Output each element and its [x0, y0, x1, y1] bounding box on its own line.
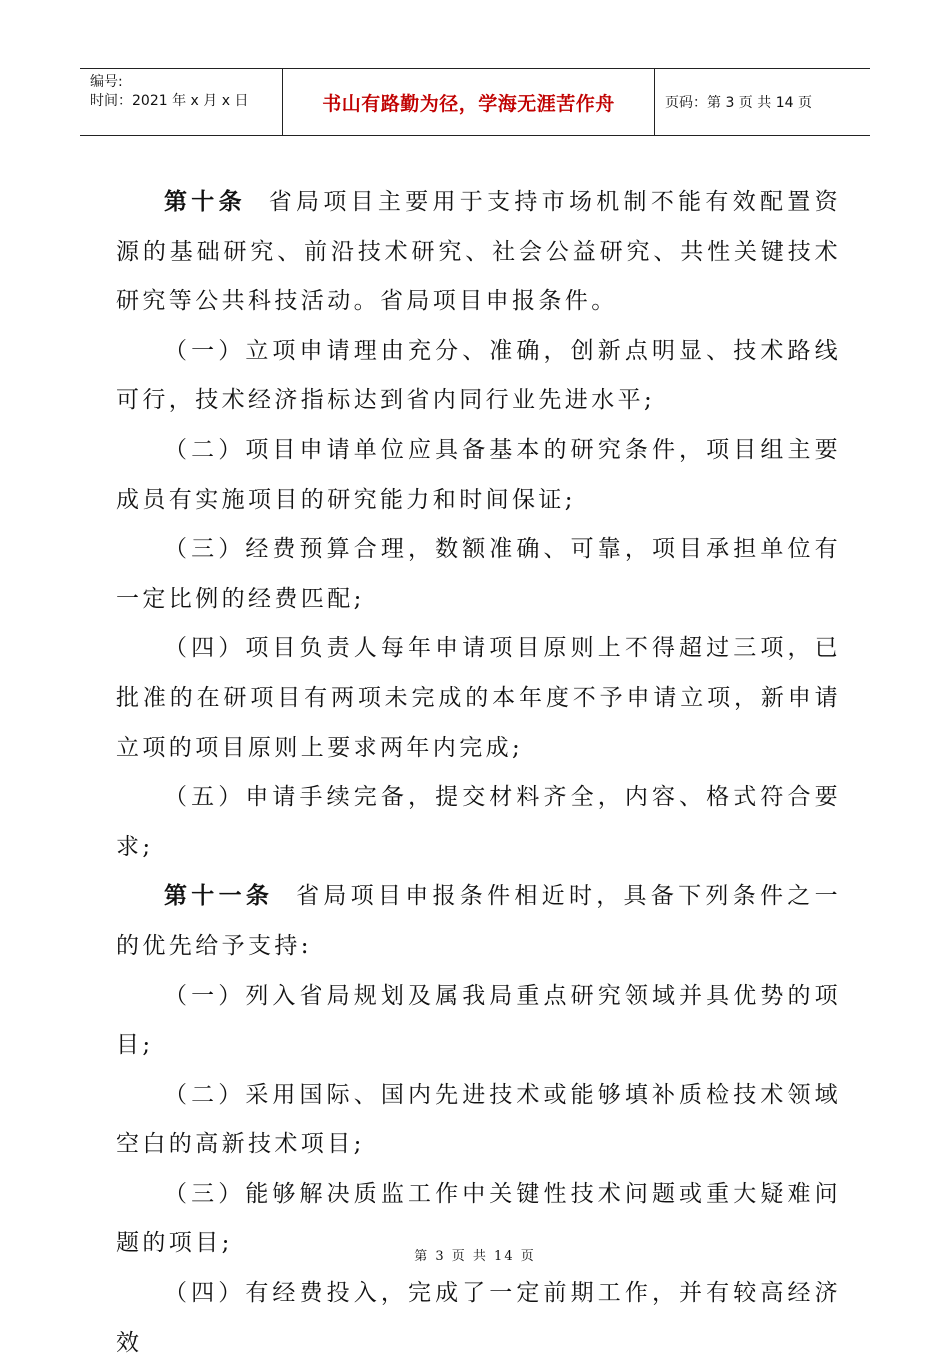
- paragraph: [116, 872, 841, 971]
- paragraph-text: （四）有经费投入，完成了一定前期工作，并有较高经济效: [116, 1280, 841, 1356]
- paragraph: [116, 1071, 841, 1170]
- paragraph-text: （三）能够解决质监工作中关键性技术问题或重大疑难问题的项目;: [116, 1180, 841, 1257]
- paragraph: [116, 426, 841, 525]
- footer-page-number: 第 3 页 共 14 页: [414, 1249, 536, 1264]
- paragraph: [116, 773, 841, 872]
- paragraph-text: （一）列入省局规划及属我局重点研究领域并具优势的项目;: [116, 982, 841, 1059]
- paragraph: [116, 327, 841, 426]
- paragraph-text: （二）采用国际、国内先进技术或能够填补质检技术领域空白的高新技术项目;: [116, 1081, 841, 1158]
- article-heading: 第十条: [164, 189, 246, 215]
- paragraph-text: 省局项目主要用于支持市场机制不能有效配置资源的基础研究、前沿技术研究、社会公益研究、共性关键技术研究等公共科技活动。省局项目申报条件。: [116, 189, 841, 315]
- paragraph-text: （一）立项申请理由充分、准确，创新点明显、技术路线可行，技术经济指标达到省内同行业先进水平;: [116, 337, 841, 414]
- paragraph: [116, 624, 841, 773]
- header-meta-cell: [80, 69, 283, 135]
- paragraph-text: （五）申请手续完备，提交材料齐全，内容、格式符合要求;: [116, 784, 841, 860]
- page-footer: [0, 1245, 950, 1264]
- document-time-label: 时间：2021 年 x 月 x 日: [90, 93, 249, 109]
- paragraph-text: （四）项目负责人每年申请项目原则上不得超过三项，已批准的在研项目有两项未完成的本年度不予申请立项，新申请立项的项目原则上要求两年内完成;: [116, 635, 841, 761]
- header-motto: 书山有路勤为径，学海无涯苦作舟: [322, 92, 615, 115]
- header-page-info: 页码：第 3 页 共 14 页: [665, 95, 812, 111]
- document-header: [80, 68, 870, 136]
- paragraph: [116, 972, 841, 1071]
- paragraph-text: 省局项目申报条件相近时，具备下列条件之一的优先给予支持:: [116, 883, 841, 959]
- paragraph: [116, 1269, 841, 1368]
- paragraph-text: （二）项目申请单位应具备基本的研究条件，项目组主要成员有实施项目的研究能力和时间保证;: [116, 436, 841, 513]
- paragraph: [116, 178, 841, 327]
- paragraph: [116, 525, 841, 624]
- article-heading: 第十一条: [164, 883, 274, 910]
- header-page-cell: [655, 69, 870, 135]
- document-body: [116, 178, 841, 1368]
- paragraph-text: （三）经费预算合理，数额准确、可靠，项目承担单位有一定比例的经费匹配;: [116, 536, 841, 612]
- header-motto-cell: [283, 69, 655, 135]
- document-number-label: 编号:: [90, 74, 123, 90]
